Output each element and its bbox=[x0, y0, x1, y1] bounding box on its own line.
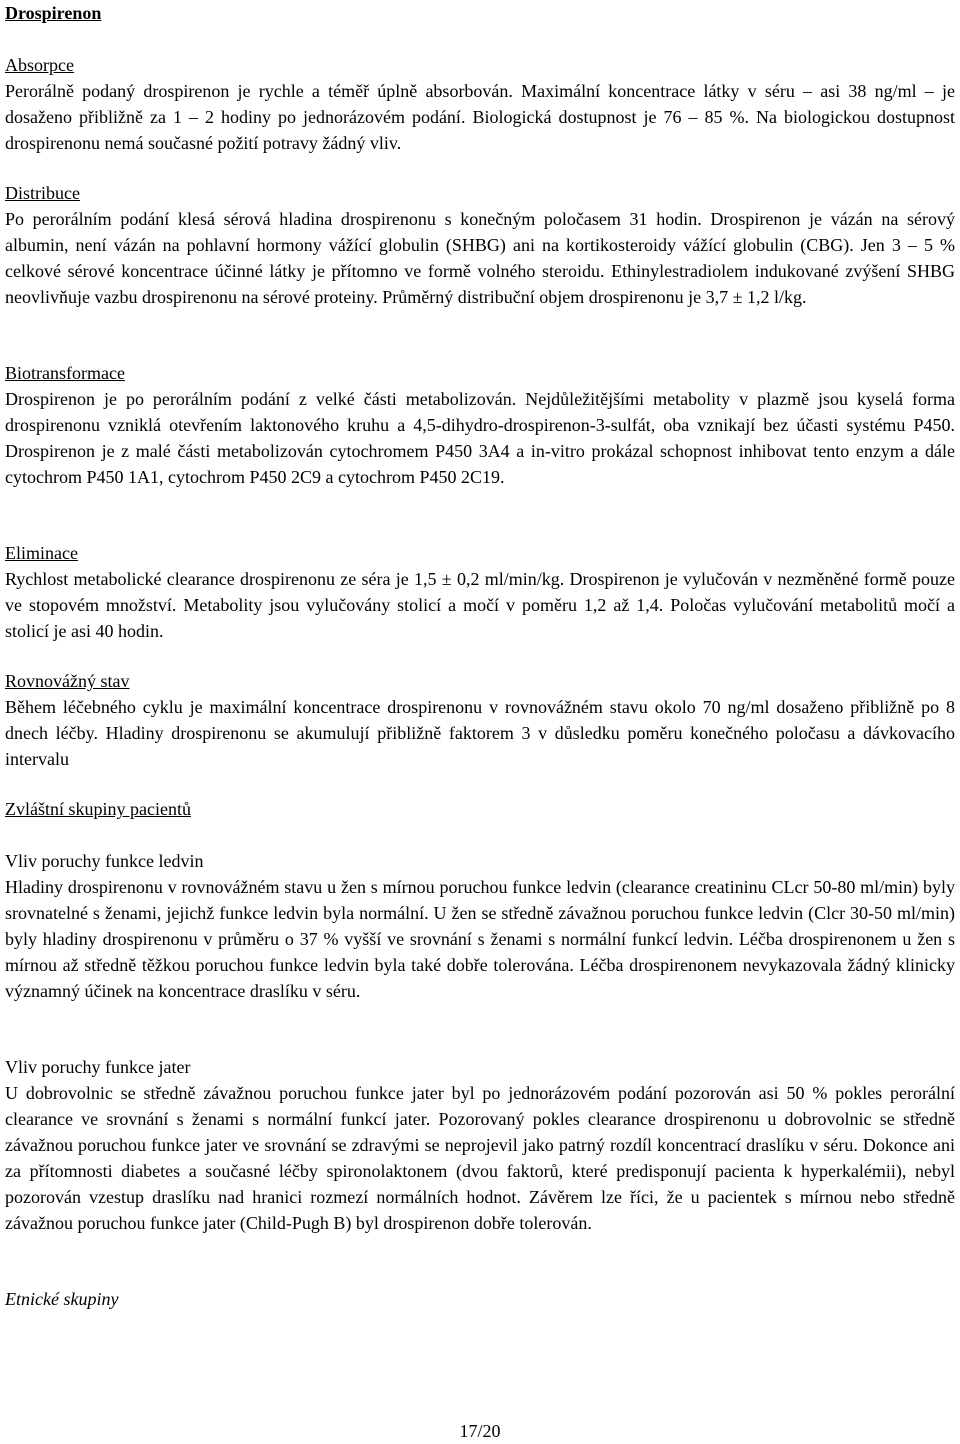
section-heading: Absorpce bbox=[5, 55, 74, 75]
section-distribuce bbox=[5, 180, 955, 310]
section-text: Hladiny drospirenonu v rovnovážném stavu u žen s mírnou poruchou funkce ledvin (clearance creatininu CLcr 50-80 ml/min) byly srovnatelné s ženami, jejichž funkce ledvin byla normální. U žen se středně závažnou poruchou funkce ledvin (Clcr 30-50 ml/min) byly hladiny drospirenonu v průměru o 37 % vyšší ve srovnání s ženami s normální funkcí ledvin. Léčba drospirenonem u žen s mírnou až středně těžkou poruchou funkce ledvin byla také dobře tolerována. Léčba drospirenonem nevykazovala žádný klinicky významný účinek na koncentrace draslíku v séru. bbox=[5, 877, 955, 1001]
section-text: Drospirenon je po perorálním podání z velké části metabolizován. Nejdůležitějšími metabolity v plazmě jsou kyselá forma drospirenonu vzniklá otevřením laktonového kruhu a 4,5-dihydro-drospirenon-3-sulfát, oba vznikají bez účasti systému P450. Drospirenon je z malé části metabolizován cytochromem P450 3A4 a in-vitro prokázal schopnost inhibovat tento enzym a dále cytochrom P450 1A1, cytochrom P450 2C9 a cytochrom P450 2C19. bbox=[5, 389, 955, 487]
section-text: U dobrovolnic se středně závažnou poruchou funkce jater byl po jednorázovém podání pozorován asi 50 % pokles perorální clearance ve srovnání s ženami s normální funkcí jater. Pozorovaný pokles clearance drospirenonu u dobrovolnic se středně závažnou poruchou funkce jater ve srovnání se zdravými se neprojevil jako patrný rozdíl koncentrací draslíku v séru. Dokonce ani za přítomnosti diabetes a současné léčby spironolaktonem (dvou faktorů, které predisponují pacienta k hyperkalémii), nebyl pozorován vzestup draslíku nad hranici rozmezí normálních hodnot. Závěrem lze říci, že u pacientek s mírnou nebo středně závažnou poruchou funkce jater (Child-Pugh B) byl drospirenon dobře tolerován. bbox=[5, 1083, 955, 1233]
page-number: 17/20 bbox=[459, 1421, 501, 1441]
section-text: Během léčebného cyklu je maximální koncentrace drospirenonu v rovnovážném stavu okolo 70 ng/ml dosaženo přibližně po 8 dnech léčby. Hladiny drospirenonu se akumulují přibližně faktorem 3 v důsledku poměru konečného poločasu a dávkovacího intervalu bbox=[5, 697, 955, 769]
section-heading: Distribuce bbox=[5, 183, 80, 203]
section-eliminace bbox=[5, 540, 955, 644]
section-absorpce bbox=[5, 52, 955, 156]
section-text: Po perorálním podání klesá sérová hladina drospirenonu s konečným poločasem 31 hodin. Drospirenon je vázán na sérový albumin, není vázán na pohlavní hormony vážící globulin (SHBG) ani na kortikosteroidy vážící globulin (CBG). Jen 3 – 5 % celkové sérové koncentrace účinné látky je přítomno ve formě volného steroidu. Ethinylestradiolem indukované zvýšení SHBG neovlivňuje vazbu drospirenonu na sérové proteiny. Průměrný distribuční objem drospirenonu je 3,7 ± 1,2 l/kg. bbox=[5, 209, 955, 307]
document-title: Drospirenon bbox=[5, 3, 102, 23]
section-text: Rychlost metabolické clearance drospirenonu ze séra je 1,5 ± 0,2 ml/min/kg. Drospirenon je vylučován v nezměněné formě pouze ve stopovém množství. Metabolity jsou vylučovány stolicí a močí v poměru 1,2 až 1,4. Poločas vylučování metabolitů močí a stolicí je asi 40 hodin. bbox=[5, 569, 955, 641]
section-heading: Vliv poruchy funkce jater bbox=[5, 1057, 191, 1077]
section-rovnovazny-stav bbox=[5, 668, 955, 772]
section-text: Perorálně podaný drospirenon je rychle a téměř úplně absorbován. Maximální koncentrace látky v séru – asi 38 ng/ml – je dosaženo přibližně za 1 – 2 hodiny po jednorázovém podání. Biologická dostupnost je 76 – 85 %. Na biologickou dostupnost drospirenonu nemá současné požití potravy žádný vliv. bbox=[5, 81, 955, 153]
section-heading: Zvláštní skupiny pacientů bbox=[5, 799, 191, 819]
section-biotransformace bbox=[5, 360, 955, 490]
section-heading: Biotransformace bbox=[5, 363, 125, 383]
section-etnicke-skupiny bbox=[5, 1286, 955, 1312]
section-ledviny bbox=[5, 848, 955, 1004]
section-zvlastni-skupiny bbox=[5, 796, 955, 822]
section-heading: Vliv poruchy funkce ledvin bbox=[5, 851, 204, 871]
section-heading: Rovnovážný stav bbox=[5, 671, 130, 691]
section-heading: Etnické skupiny bbox=[5, 1289, 119, 1309]
section-jatra bbox=[5, 1054, 955, 1236]
section-heading: Eliminace bbox=[5, 543, 78, 563]
